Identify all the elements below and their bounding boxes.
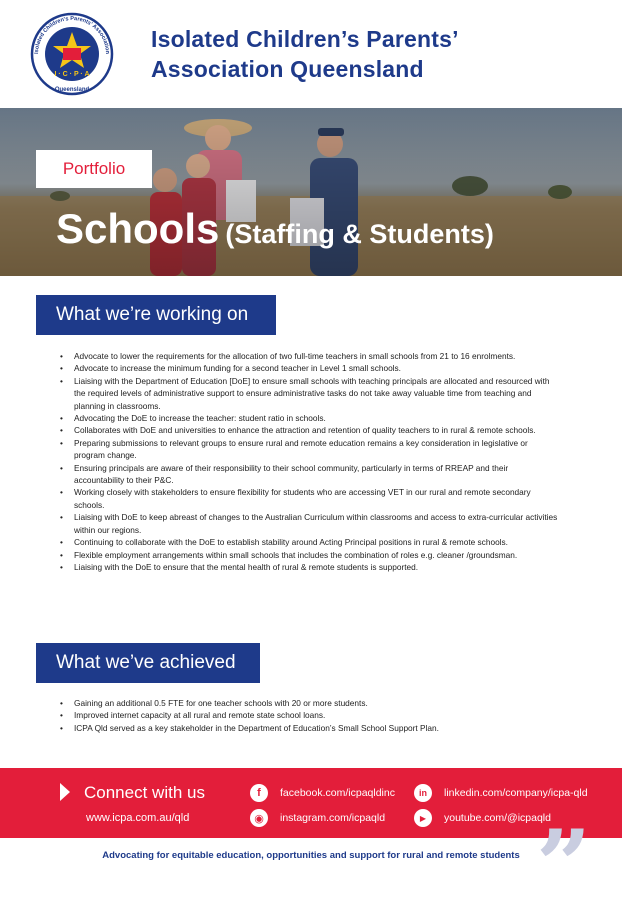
list-item: • Ensuring principals are aware of their responsibility to their school community, particularly in terms of RREAP and their accountability to their P&C. — [60, 462, 560, 487]
list-item: • Gaining an additional 0.5 FTE for one teacher schools with 20 or more students. — [60, 697, 560, 709]
list-item: • Advocating the DoE to increase the teacher: student ratio in schools. — [60, 412, 560, 424]
working-on-heading: What we’re working on — [36, 295, 276, 335]
list-item: • Advocate to increase the minimum funding for a second teacher in Level 1 small schools. — [60, 362, 560, 374]
connect-label: Connect with us — [84, 783, 205, 802]
title-line-2: Association Queensland — [151, 56, 424, 82]
working-on-list — [60, 350, 560, 573]
youtube-link[interactable] — [414, 809, 551, 827]
page-title — [56, 205, 494, 253]
list-item: • Working closely with stakeholders to ensure flexibility for students who are accessing VET in our rural and remote secondary schools. — [60, 486, 560, 511]
youtube-icon: ▶ — [414, 809, 432, 827]
logo-letters: I · C · P · A — [54, 71, 90, 78]
list-item: • Preparing submissions to relevant groups to ensure rural and remote education remains a key consideration in legislative or program change. — [60, 437, 560, 462]
icpa-logo — [30, 10, 114, 96]
portfolio-tag: Portfolio — [36, 150, 152, 188]
connect-heading — [60, 783, 205, 803]
achieved-heading: What we’ve achieved — [36, 643, 260, 683]
facebook-icon: f — [250, 784, 268, 802]
list-item: • ICPA Qld served as a key stakeholder in the Department of Education’s Small School Support Plan. — [60, 722, 560, 734]
header — [0, 0, 622, 108]
list-item: • Flexible employment arrangements within small schools that includes the combination of roles e.g. cleaner /groundsman. — [60, 549, 546, 561]
youtube-text: youtube.com/@icpaqld — [444, 812, 551, 824]
website-link[interactable]: www.icpa.com.au/qld — [86, 812, 190, 824]
list-item: • Liaising with the Department of Education [DoE] to ensure small schools with teaching principals are allocated and resourced with the required levels of administrative support to ensure administrative tasks do not take away valuable time from teaching and planning in classrooms. — [60, 375, 560, 412]
list-item: • Continuing to collaborate with the DoE to establish stability around Acting Principal positions in rural & remote schools. — [60, 536, 560, 548]
instagram-link[interactable] — [250, 809, 385, 827]
logo-state: Queensland — [54, 87, 90, 93]
list-item: • Liaising with the DoE to ensure that the mental health of rural & remote students is supported. — [60, 561, 560, 573]
linkedin-text: linkedin.com/company/icpa-qld — [444, 787, 588, 799]
play-arrow-icon — [60, 783, 70, 801]
list-item: • Advocate to lower the requirements for the allocation of two full-time teachers in small schools from 21 to 16 enrolments. — [60, 350, 560, 362]
page-title-sub: (Staffing & Students) — [225, 219, 494, 249]
footer-band — [0, 768, 622, 838]
facebook-text: facebook.com/icpaqldinc — [280, 787, 395, 799]
list-item: • Liaising with DoE to keep abreast of changes to the Australian Curriculum within classrooms and access to extra-curricular activities within our regions. — [60, 511, 560, 536]
facebook-link[interactable] — [250, 784, 395, 802]
logo-arc-text: Isolated Children's Parents' Association — [33, 15, 111, 55]
footer-tagline: Advocating for equitable education, opportunities and support for rural and remote students — [102, 850, 520, 861]
instagram-text: instagram.com/icpaqld — [280, 812, 386, 824]
instagram-icon: ◉ — [250, 809, 268, 827]
title-line-1: Isolated Children’s Parents’ — [151, 26, 459, 52]
achieved-list — [60, 697, 560, 734]
list-item: • Collaborates with DoE and universities to enhance the attraction and retention of quality teachers to in rural & remote schools. — [60, 424, 560, 436]
page-title-main: Schools — [56, 205, 220, 252]
linkedin-link[interactable] — [414, 784, 588, 802]
organisation-title — [151, 24, 459, 84]
list-item: • Improved internet capacity at all rural and remote state school loans. — [60, 709, 560, 721]
linkedin-icon: in — [414, 784, 432, 802]
quote-mark-icon: ” — [536, 809, 592, 922]
